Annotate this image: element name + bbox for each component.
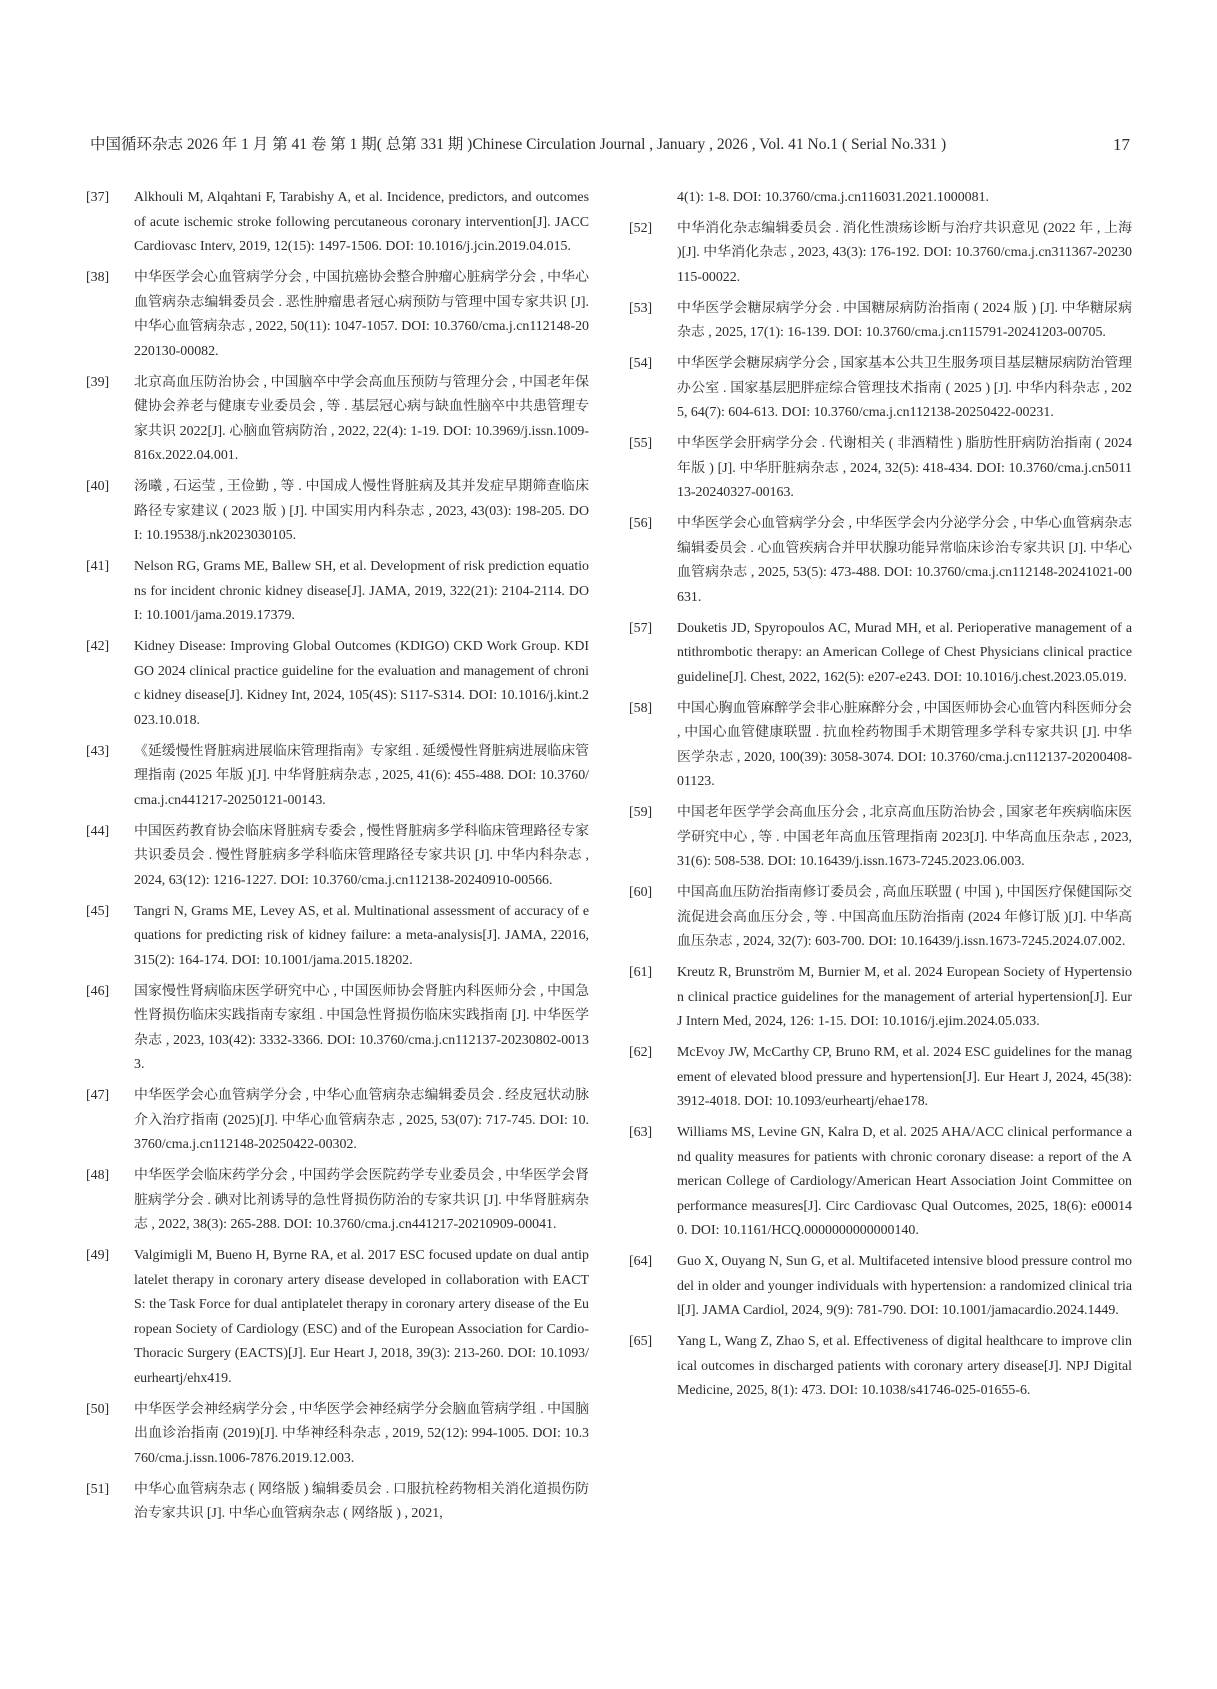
reference-text: 中华医学会糖尿病学分会 , 国家基本公共卫生服务项目基层糖尿病防治管理办公室 . 国家基层肥胖症综合管理技术指南 ( 2025 ) [J]. 中华内科杂志 , 2025, 64(7): 604-613. DOI: 10.3760/cma.j.cn112138-20250422-00231. (677, 356, 1132, 421)
reference-item (86, 1084, 589, 1158)
reference-number: [55] (629, 436, 653, 452)
reference-text: Williams MS, Levine GN, Kalra D, et al. 2025 AHA/ACC clinical performance and quality measures for patients with chronic coronary disease: a report of the American College of Cardiology/American Heart Association Joint Committee on performance measures[J]. Circ Cardiovasc Qual Outcomes, 2025, 18(6): e000140. DOI: 10.1161/HCQ.0000000000000140. (677, 1125, 1132, 1239)
reference-text: Kidney Disease: Improving Global Outcomes (KDIGO) CKD Work Group. KDIGO 2024 clinical practice guideline for the evaluation and management of chronic kidney disease[J]. Kidney Int, 2024, 105(4S): S117-S314. DOI: 10.1016/j.kint.2023.10.018. (134, 639, 589, 728)
reference-item (629, 881, 1132, 955)
reference-item (86, 980, 589, 1078)
reference-item (629, 186, 1132, 211)
reference-item (629, 697, 1132, 795)
reference-text: 中华医学会神经病学分会 , 中华医学会神经病学分会脑血管病学组 . 中国脑出血诊治指南 (2019)[J]. 中华神经科杂志 , 2019, 52(12): 994-1005. DOI: 10.3760/cma.j.issn.1006-7876.2019.12.003. (134, 1401, 589, 1466)
reference-item (86, 740, 589, 814)
reference-number: [47] (86, 1088, 110, 1104)
reference-text: Douketis JD, Spyropoulos AC, Murad MH, et al. Perioperative management of antithrombotic therapy: an American College of Chest Physicians clinical practice guideline[J]. Chest, 2022, 162(5): e207-e243. DOI: 10.1016/j.chest.2023.05.019. (677, 620, 1132, 685)
reference-number: [50] (86, 1401, 110, 1417)
reference-number: [59] (629, 805, 653, 821)
reference-item (86, 1478, 589, 1527)
reference-number: [54] (629, 356, 653, 372)
reference-item (629, 1121, 1132, 1244)
reference-number: [43] (86, 743, 110, 759)
reference-item (629, 961, 1132, 1035)
reference-text: 中华医学会肝病学分会 . 代谢相关 ( 非酒精性 ) 脂肪性肝病防治指南 ( 2024 年版 ) [J]. 中华肝脏病杂志 , 2024, 32(5): 418-434. DOI: 10.3760/cma.j.cn501113-20240327-00163. (677, 436, 1132, 501)
reference-number: [60] (629, 885, 653, 901)
reference-text: 4(1): 1-8. DOI: 10.3760/cma.j.cn116031.2021.1000081. (677, 190, 989, 205)
reference-number: [58] (629, 700, 653, 716)
reference-item (86, 635, 589, 733)
reference-number: [57] (629, 620, 653, 636)
reference-item (86, 1164, 589, 1238)
reference-item (629, 512, 1132, 610)
reference-number: [49] (86, 1248, 110, 1263)
reference-item (86, 900, 589, 974)
reference-number: [56] (629, 516, 653, 532)
reference-item (86, 1244, 589, 1392)
reference-item (86, 266, 589, 364)
reference-item (629, 1041, 1132, 1115)
reference-text: 汤曦 , 石运莹 , 王俭勤 , 等 . 中国成人慢性肾脏病及其并发症早期筛查临床路径专家建议 ( 2023 版 ) [J]. 中国实用内科杂志 , 2023, 43(03): 198-205. DOI: 10.19538/j.nk2023030105. (134, 479, 589, 544)
reference-text: 中华医学会糖尿病学分会 . 中国糖尿病防治指南 ( 2024 版 ) [J]. 中华糖尿病杂志 , 2025, 17(1): 16-139. DOI: 10.3760/cma.j.cn115791-20241203-00705. (677, 300, 1132, 341)
reference-item (629, 352, 1132, 426)
reference-number: [52] (629, 220, 653, 236)
reference-text: 中国医药教育协会临床肾脏病专委会 , 慢性肾脏病多学科临床管理路径专家共识委员会 . 慢性肾脏病多学科临床管理路径专家共识 [J]. 中华内科杂志 , 2024, 63(12): 1216-1227. DOI: 10.3760/cma.j.cn112138-20240910-00566. (134, 823, 589, 888)
reference-number: [65] (629, 1334, 653, 1350)
reference-number: [61] (629, 965, 653, 981)
reference-item (629, 617, 1132, 691)
reference-number: [63] (629, 1125, 653, 1141)
reference-item (629, 432, 1132, 506)
page-number: 17 (1113, 135, 1130, 154)
reference-number: [45] (86, 903, 110, 919)
reference-item (86, 475, 589, 549)
reference-number: [51] (86, 1481, 110, 1497)
reference-item (629, 801, 1132, 875)
reference-text: Guo X, Ouyang N, Sun G, et al. Multifaceted intensive blood pressure control model in older and younger individuals with hypertension: a randomized clinical trial[J]. JAMA Cardiol, 2024, 9(9): 781-790. DOI: 10.1001/jamacardio.2024.1449. (677, 1254, 1132, 1319)
reference-item (629, 1330, 1132, 1404)
reference-text: 中华医学会心血管病学分会 , 中国抗癌协会整合肿瘤心脏病学分会 , 中华心血管病杂志编辑委员会 . 恶性肿瘤患者冠心病预防与管理中国专家共识 [J]. 中华心血管病杂志 , 2022, 50(11): 1047-1057. DOI: 10.3760/cma.j.cn112148-20220130-00082. (134, 269, 589, 359)
reference-text: 中华消化杂志编辑委员会 . 消化性溃疡诊断与治疗共识意见 (2022 年 , 上海 )[J]. 中华消化杂志 , 2023, 43(3): 176-192. DOI: 10.3760/cma.j.cn311367-20230115-00022. (677, 220, 1132, 285)
reference-number: [42] (86, 639, 110, 655)
reference-text: Kreutz R, Brunström M, Burnier M, et al. 2024 European Society of Hypertension clinical practice guidelines for the management of arterial hypertension[J]. Eur J Intern Med, 2024, 126: 1-15. DOI: 10.1016/j.ejim.2024.05.033. (677, 965, 1132, 1030)
reference-item (86, 555, 589, 629)
reference-text: 中国心胸血管麻醉学会非心脏麻醉分会 , 中国医师协会心血管内科医师分会 , 中国心血管健康联盟 . 抗血栓药物围手术期管理多学科专家共识 [J]. 中华医学杂志 , 2020, 100(39): 3058-3074. DOI: 10.3760/cma.j.cn112137-20200408-01123. (677, 700, 1132, 790)
reference-text: 北京高血压防治协会 , 中国脑卒中学会高血压预防与管理分会 , 中国老年保健协会养老与健康专业委员会 , 等 . 基层冠心病与缺血性脑卒中共患管理专家共识 2022[J]. 心脑血管病防治 , 2022, 22(4): 1-19. DOI: 10.3969/j.issn.1009-816x.2022.04.001. (134, 374, 589, 464)
reference-number: [44] (86, 823, 110, 839)
reference-text: 中华心血管病杂志 ( 网络版 ) 编辑委员会 . 口服抗栓药物相关消化道损伤防治专家共识 [J]. 中华心血管病杂志 ( 网络版 ) , 2021, (134, 1481, 589, 1522)
reference-text: Yang L, Wang Z, Zhao S, et al. Effectiveness of digital healthcare to improve clinical outcomes in discharged patients with coronary artery disease[J]. NPJ Digital Medicine, 2025, 8(1): 473. DOI: 10.1038/s41746-025-01655-6. (677, 1334, 1132, 1399)
reference-number: [64] (629, 1254, 653, 1270)
reference-number: [46] (86, 983, 110, 999)
reference-text: 中华医学会心血管病学分会 , 中华医学会内分泌学分会 , 中华心血管病杂志编辑委员会 . 心血管疾病合并甲状腺功能异常临床诊治专家共识 [J]. 中华心血管病杂志 , 2025, 53(5): 473-488. DOI: 10.3760/cma.j.cn112148-20241021-00631. (677, 516, 1132, 605)
reference-text: 中华医学会心血管病学分会 , 中华心血管病杂志编辑委员会 . 经皮冠状动脉介入治疗指南 (2025)[J]. 中华心血管病杂志 , 2025, 53(07): 717-745. DOI: 10.3760/cma.j.cn112148-20250422-00302. (134, 1088, 589, 1153)
reference-number: [53] (629, 300, 653, 316)
reference-item (86, 186, 589, 260)
reference-number: [38] (86, 269, 110, 285)
reference-column-right (629, 186, 1132, 1410)
reference-text: 《延缓慢性肾脏病进展临床管理指南》专家组 . 延缓慢性肾脏病进展临床管理指南 (2025 年版 )[J]. 中华肾脏病杂志 , 2025, 41(6): 455-488. DOI: 10.3760/cma.j.cn441217-20250121-00143. (134, 743, 589, 808)
reference-item (86, 820, 589, 894)
reference-text: 中国老年医学学会高血压分会 , 北京高血压防治协会 , 国家老年疾病临床医学研究中心 , 等 . 中国老年高血压管理指南 2023[J]. 中华高血压杂志 , 2023, 31(6): 508-538. DOI: 10.16439/j.issn.1673-7245.2023.06.003. (677, 805, 1132, 870)
reference-text: 中华医学会临床药学分会 , 中国药学会医院药学专业委员会 , 中华医学会肾脏病学分会 . 碘对比剂诱导的急性肾损伤防治的专家共识 [J]. 中华肾脏病杂志 , 2022, 38(3): 265-288. DOI: 10.3760/cma.j.cn441217-20210909-00041. (134, 1168, 589, 1233)
reference-text: Tangri N, Grams ME, Levey AS, et al. Multinational assessment of accuracy of equations for predicting risk of kidney failure: a meta-analysis[J]. JAMA, 22016, 315(2): 164-174. DOI: 10.1001/jama.2015.18202. (134, 903, 589, 968)
reference-item (86, 371, 589, 469)
reference-number: [37] (86, 190, 110, 205)
reference-item (629, 297, 1132, 346)
reference-item (629, 1250, 1132, 1324)
reference-item (86, 1398, 589, 1472)
reference-number: [62] (629, 1045, 653, 1061)
reference-item (629, 217, 1132, 291)
reference-text: 国家慢性肾病临床医学研究中心 , 中国医师协会肾脏内科医师分会 , 中国急性肾损伤临床实践指南专家组 . 中国急性肾损伤临床实践指南 [J]. 中华医学杂志 , 2023, 103(42): 3332-3366. DOI: 10.3760/cma.j.cn112137-20230802-00133. (134, 983, 589, 1073)
reference-text: Valgimigli M, Bueno H, Byrne RA, et al. 2017 ESC focused update on dual antiplatelet therapy in coronary artery disease developed in collaboration with EACTS: the Task Force for dual antiplatelet therapy in coronary artery disease of the European Society of Cardiology (ESC) and of the European Association for Cardio-Thoracic Surgery (EACTS)[J]. Eur Heart J, 2018, 39(3): 213-260. DOI: 10.1093/eurheartj/ehx419. (134, 1248, 589, 1386)
reference-text: Nelson RG, Grams ME, Ballew SH, et al. Development of risk prediction equations for incident chronic kidney disease[J]. JAMA, 2019, 322(21): 2104-2114. DOI: 10.1001/jama.2019.17379. (134, 559, 589, 624)
running-header (90, 133, 1130, 157)
reference-column-left (86, 186, 589, 1533)
reference-number: [48] (86, 1168, 110, 1184)
reference-number: [40] (86, 479, 110, 495)
reference-text: Alkhouli M, Alqahtani F, Tarabishy A, et al. Incidence, predictors, and outcomes of acute ischemic stroke following percutaneous coronary intervention[J]. JACC Cardiovasc Interv, 2019, 12(15): 1497-1506. DOI: 10.1016/j.jcin.2019.04.015. (134, 190, 589, 255)
journal-citation-line: 中国循环杂志 2026 年 1 月 第 41 卷 第 1 期( 总第 331 期 )Chinese Circulation Journal , January , 2026 , Vol. 41 No.1 ( Serial No.331 ) (90, 136, 947, 153)
reference-text: McEvoy JW, McCarthy CP, Bruno RM, et al. 2024 ESC guidelines for the management of elevated blood pressure and hypertension[J]. Eur Heart J, 2024, 45(38): 3912-4018. DOI: 10.1093/eurheartj/ehae178. (677, 1045, 1132, 1110)
reference-text: 中国高血压防治指南修订委员会 , 高血压联盟 ( 中国 ), 中国医疗保健国际交流促进会高血压分会 , 等 . 中国高血压防治指南 (2024 年修订版 )[J]. 中华高血压杂志 , 2024, 32(7): 603-700. DOI: 10.16439/j.issn.1673-7245.2024.07.002. (677, 885, 1132, 950)
reference-number: [41] (86, 559, 110, 575)
reference-number: [39] (86, 374, 110, 390)
